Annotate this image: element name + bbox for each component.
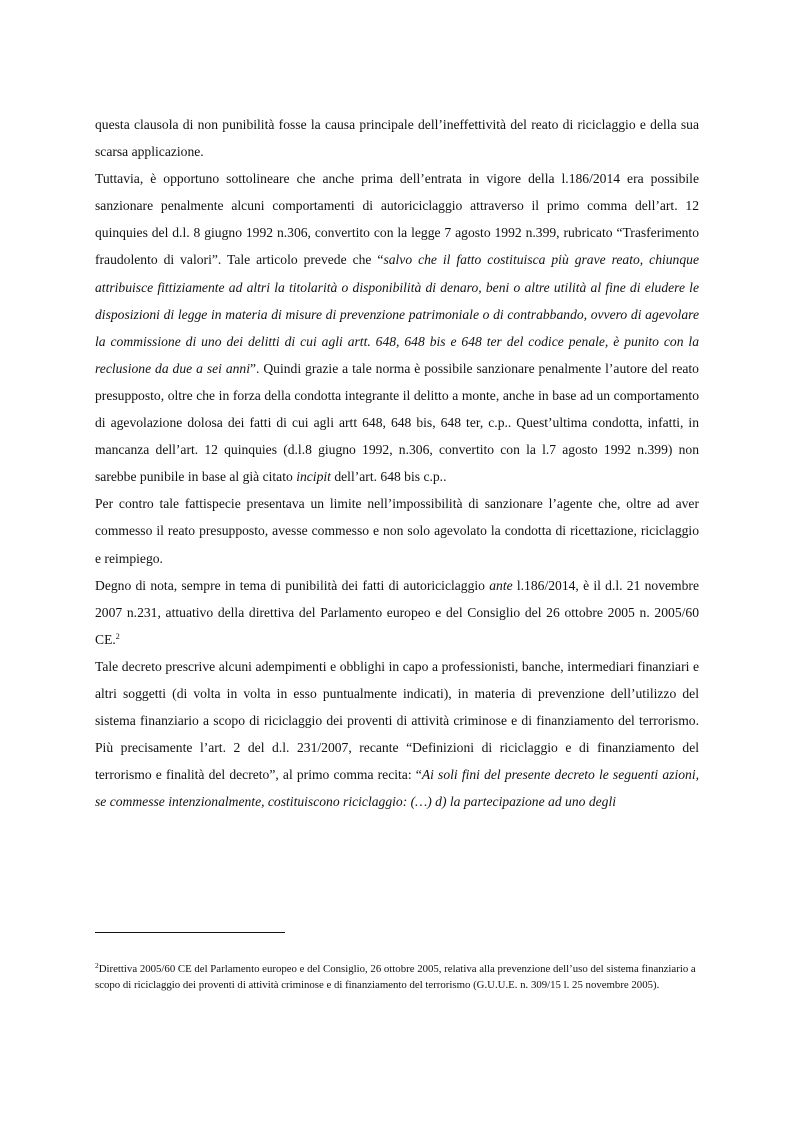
footnote-marker: 2 bbox=[95, 961, 99, 970]
footnote-reference: 2 bbox=[115, 631, 120, 641]
text-run: Tale decreto prescrive alcuni adempimenti e obblighi in capo a professionisti, banche, intermediari finanziari e altri soggetti (di volta in volta in esso puntualmente indicati), in materia di prevenzione dell’utilizzo del sistema finanziario a scopo di riciclaggio dei proventi di attività criminose e di finanziamento del terrorismo. Più precisamente l’art. 2 del d.l. 231/2007, recante “Definizioni di riciclaggio e di finanziamento del terrorismo e finalità del decreto”, al primo comma recita: “ bbox=[95, 658, 699, 783]
text-run: questa clausola di non punibilità fosse la causa principale dell’ineffettività del reato di riciclaggio e della sua scarsa applicazione. bbox=[95, 117, 699, 160]
paragraph bbox=[95, 653, 699, 816]
italic-text: ante bbox=[489, 577, 513, 593]
italic-text: salvo che il fatto costituisca più grave reato, chiunque attribuisce fittiziamente ad altri la titolarità o disponibilità di denaro, beni o altre utilità al fine di eludere le disposizioni di legge in materia di misure di prevenzione patrimoniale o di contrabbando, ovvero di agevolare la commissione di uno dei delitti di cui agli artt. 648, 648 bis e 648 ter del codice penale, è punito con la reclusione da due a sei anni bbox=[95, 252, 699, 376]
text-run: Degno di nota, sempre in tema di punibilità dei fatti di autoriciclaggio bbox=[95, 577, 490, 593]
text-run: Tuttavia, è opportuno sottolineare che anche prima dell’entrata in vigore della l.186/2014 era possibile sanzionare penalmente alcuni comportamenti di autoriciclaggio attraverso il primo comma dell’art. 12 quinquies del d.l. 8 giugno 1992 n.306, convertito con la legge 7 agosto 1992 n.399, rubricato “Trasferimento fraudolento di valori”. Tale articolo prevede che “ bbox=[95, 171, 699, 268]
text-run: ”. Quindi grazie a tale norma è possibile sanzionare penalmente l’autore del reato presupposto, oltre che in forza della condotta integrante il delitto a monte, anche in base ad un comportamento di agevolazione dolosa dei fatti di cui agli artt 648, 648 bis, 648 ter, c.p.. Quest’ultima condotta, infatti, in mancanza dell’art. 12 quinquies (d.l.8 giugno 1992, n.306, convertito con la l.7 agosto 1992 n.399) non sarebbe punibile in base al già citato bbox=[95, 360, 699, 485]
footnote bbox=[95, 962, 699, 993]
paragraph bbox=[95, 490, 699, 571]
paragraph bbox=[95, 111, 699, 165]
body-text bbox=[95, 111, 699, 815]
paragraph bbox=[95, 572, 699, 653]
italic-text: Ai soli fini del presente decreto le seguenti azioni, se commesse intenzionalmente, costituiscono riciclaggio: (…) d) la partecipazione ad uno degli bbox=[95, 767, 699, 810]
text-run: l.186/2014, è il d.l. 21 novembre 2007 n.231, attuativo della direttiva del Parlamento europeo e del Consiglio del 26 ottobre 2005 n. 2005/60 CE. bbox=[95, 577, 699, 647]
italic-text: incipit bbox=[296, 469, 331, 485]
footnote-separator bbox=[95, 932, 285, 933]
text-run: Per contro tale fattispecie presentava un limite nell’impossibilità di sanzionare l’agente che, oltre ad aver commesso il reato presupposto, avesse commesso e non solo agevolato la condotta di ricettazione, riciclaggio e reimpiego. bbox=[95, 496, 699, 566]
paragraph bbox=[95, 165, 699, 490]
text-run: dell’art. 648 bis c.p.. bbox=[330, 469, 447, 485]
footnote-text: Direttiva 2005/60 CE del Parlamento europeo e del Consiglio, 26 ottobre 2005, relativa alla prevenzione dell’uso del sistema finanziario a scopo di riciclaggio dei proventi di attività criminose e di finanziamento del terrorismo (G.U.U.E. n. 309/15 l. 25 novembre 2005). bbox=[95, 963, 696, 991]
